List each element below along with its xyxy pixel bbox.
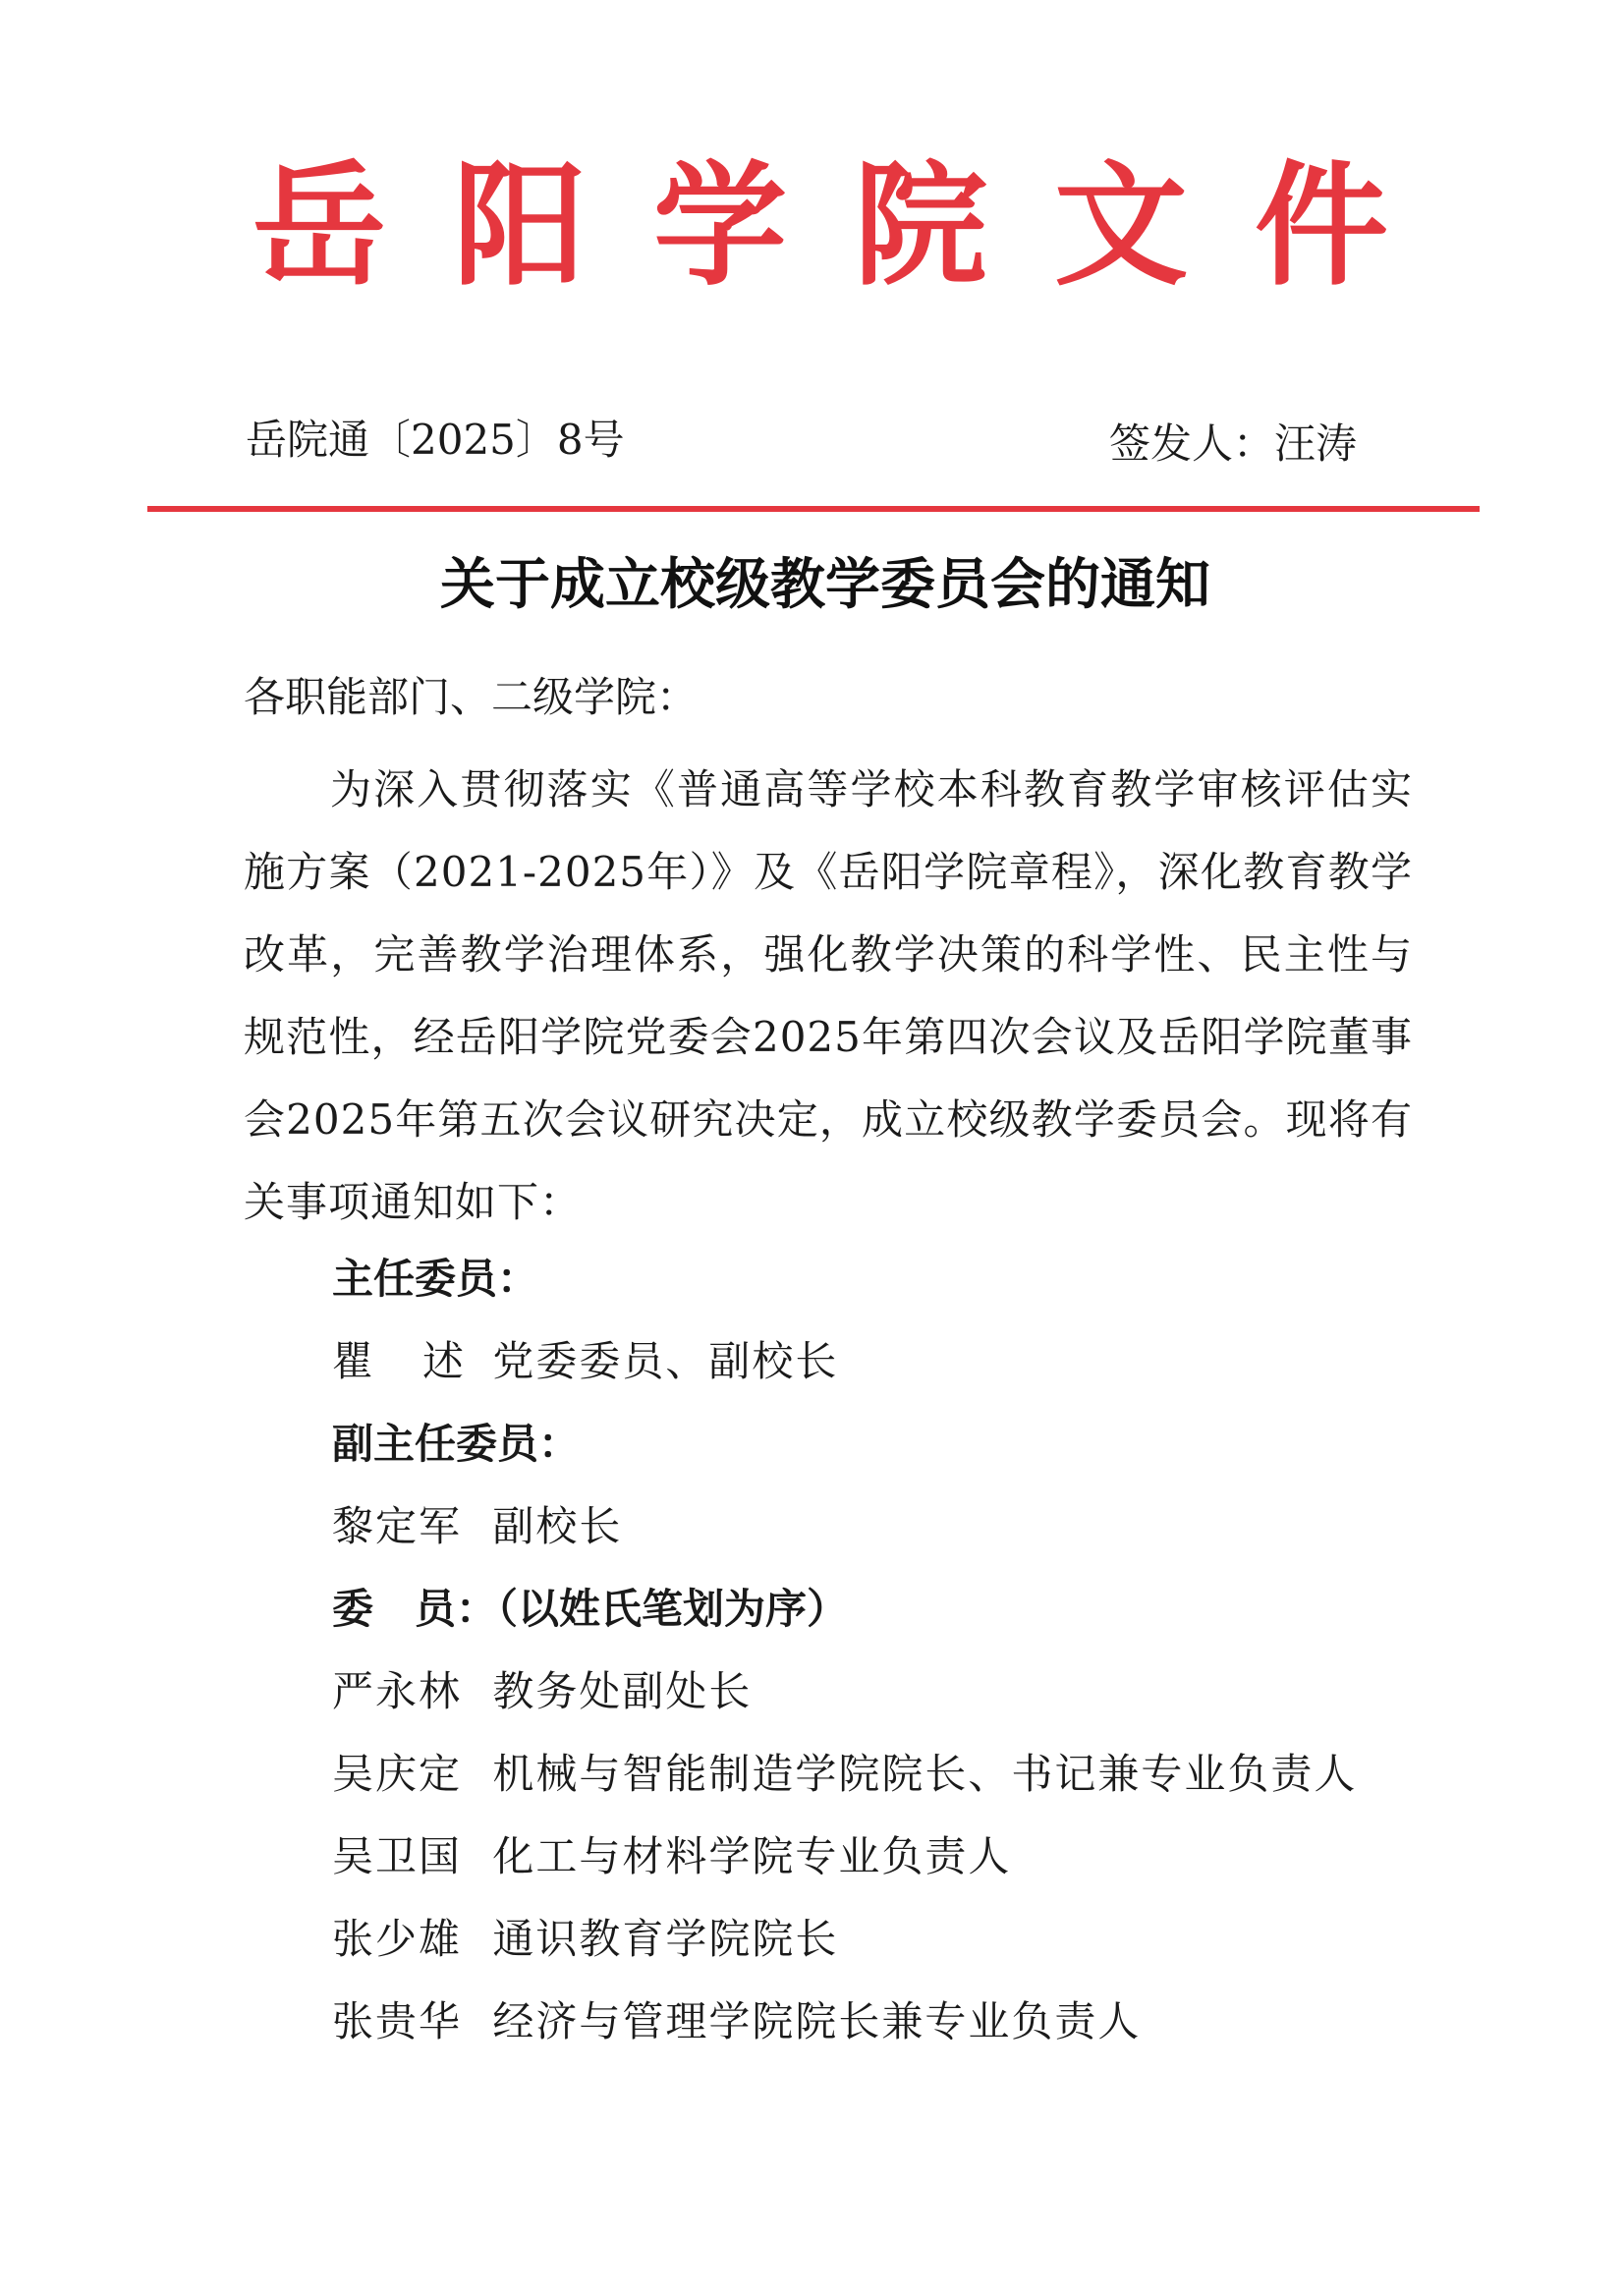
member-row <box>332 1651 1462 1733</box>
document-number: 岳院通〔2025〕8号 <box>246 416 625 464</box>
member-name: 吴卫国 <box>332 1832 463 1880</box>
salutation: 各职能部门、二级学院： <box>244 673 699 721</box>
member-name: 瞿述 <box>332 1337 514 1385</box>
members-heading: 委 员：（以姓氏笔划为序） <box>332 1585 849 1633</box>
director-row <box>332 1320 1462 1403</box>
member-title: 通识教育学院院长 <box>492 1915 839 1963</box>
masthead-char: 件 <box>1255 147 1388 305</box>
masthead <box>246 147 1395 305</box>
member-name: 严永林 <box>332 1667 463 1715</box>
member-title: 党委委员、副校长 <box>492 1337 839 1385</box>
member-title: 教务处副处长 <box>492 1667 753 1715</box>
member-row <box>332 1733 1462 1816</box>
member-row <box>332 1981 1462 2063</box>
masthead-char: 阳 <box>453 147 587 305</box>
masthead-char: 岳 <box>252 147 386 305</box>
director-heading: 主任委员： <box>332 1255 539 1303</box>
red-divider <box>147 506 1480 512</box>
masthead-char: 文 <box>1054 147 1188 305</box>
signer: 签发人：汪涛 <box>1108 420 1357 468</box>
member-row <box>332 1816 1462 1898</box>
member-title: 经济与管理学院院长兼专业负责人 <box>492 1997 1142 2045</box>
deputy-row <box>332 1485 1462 1568</box>
member-title: 机械与智能制造学院院长、书记兼专业负责人 <box>492 1750 1358 1798</box>
member-row <box>332 1898 1462 1981</box>
member-name: 张少雄 <box>332 1915 463 1963</box>
deputy-heading: 副主任委员： <box>332 1420 581 1468</box>
masthead-char: 学 <box>653 147 787 305</box>
member-name: 黎定军 <box>332 1502 463 1550</box>
committee-list <box>332 1238 1462 2063</box>
body-paragraph: 为深入贯彻落实《普通高等学校本科教育教学审核评估实施方案（2021-2025年）》及《岳阳学院章程》，深化教育教学改革，完善教学治理体系，强化教学决策的科学性、民主性与规范性，经岳阳学院党委会2025年第四次会议及岳阳学院董事会2025年第五次会议研究决定，成立校级教学委员会。现将有关事项通知如下： <box>244 765 1413 1226</box>
masthead-char: 院 <box>854 147 987 305</box>
document-title: 关于成立校级教学委员会的通知 <box>440 552 1210 617</box>
member-title: 化工与材料学院专业负责人 <box>492 1832 1012 1880</box>
member-title: 副校长 <box>492 1502 623 1550</box>
member-name: 张贵华 <box>332 1997 463 2045</box>
member-name: 吴庆定 <box>332 1750 463 1798</box>
